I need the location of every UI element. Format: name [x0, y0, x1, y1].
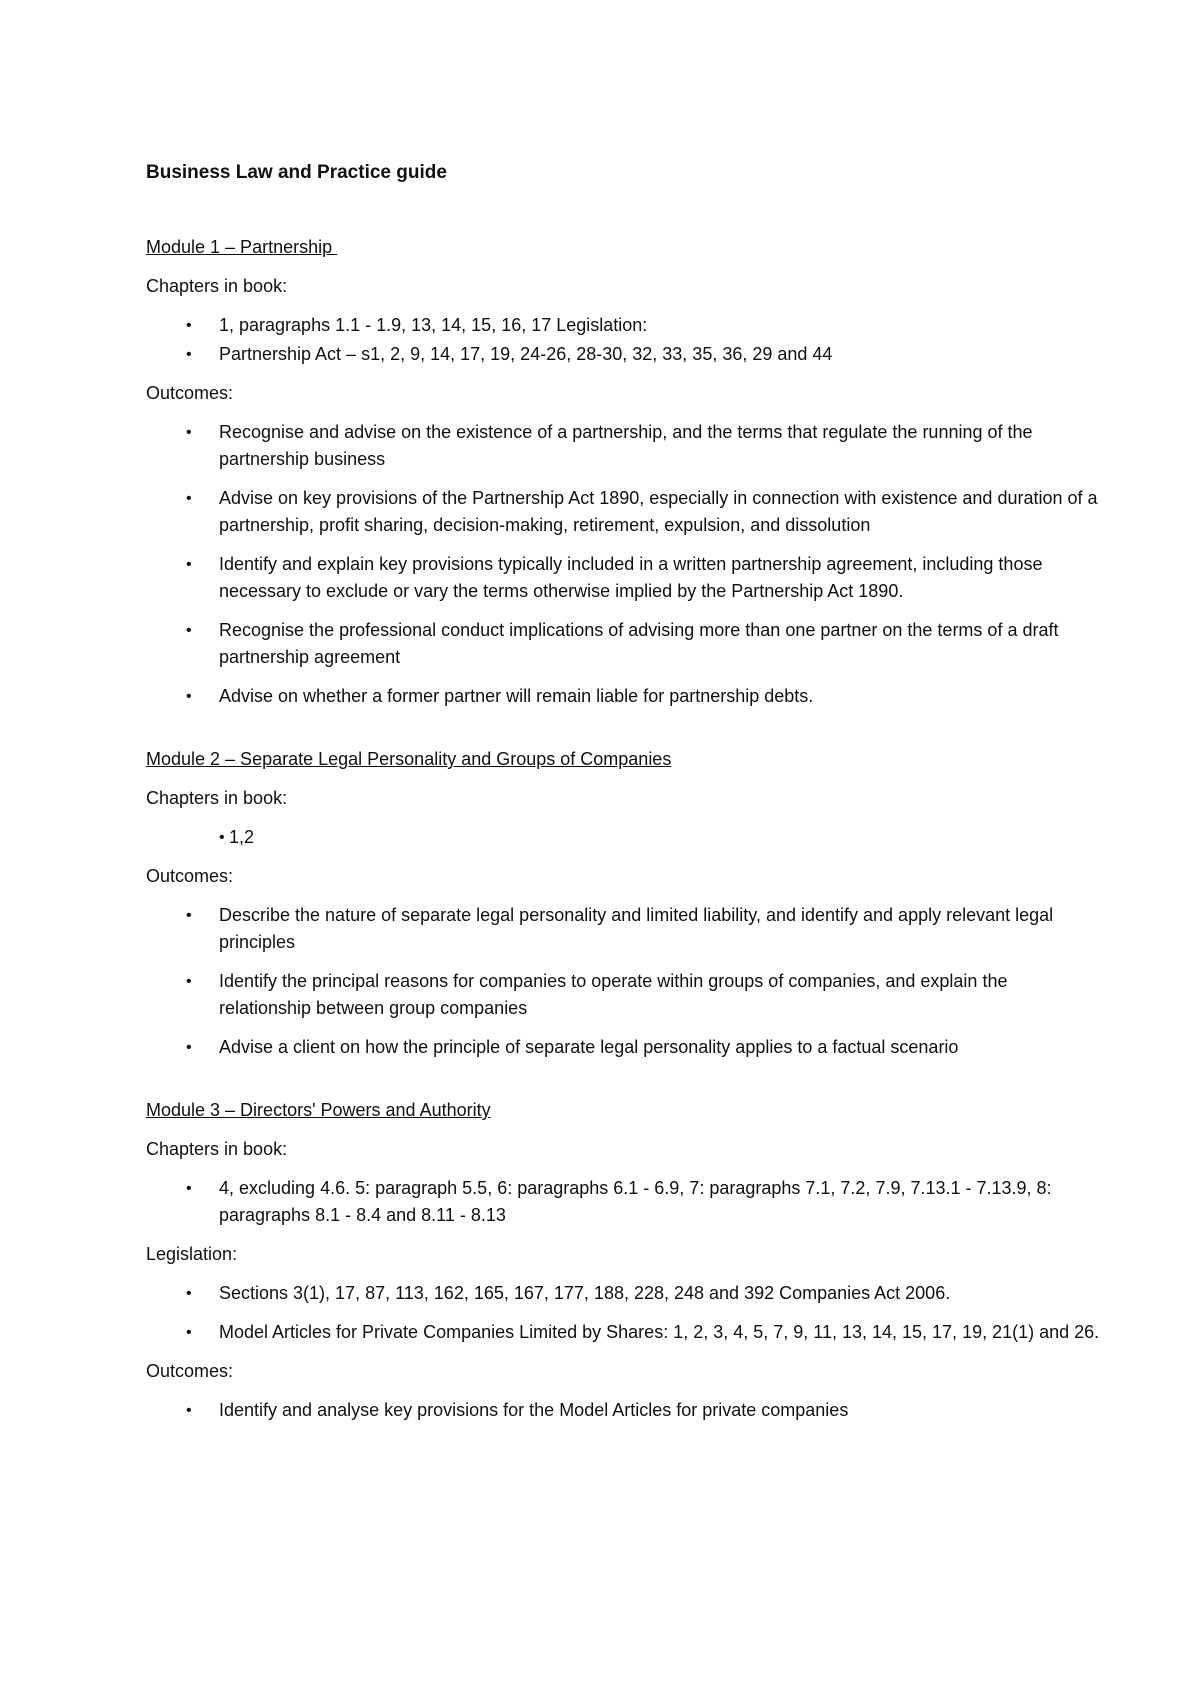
list-item	[146, 485, 1100, 539]
list-item-text: Advise on whether a former partner will remain liable for partnership debts.	[219, 686, 814, 706]
list-item-text: 1,2	[229, 827, 255, 847]
module-3-legislation-label: Legislation:	[146, 1244, 238, 1264]
module-2-chapters-label: Chapters in book:	[146, 788, 288, 808]
module-3-outcomes-label: Outcomes:	[146, 1361, 234, 1381]
list-item	[146, 1034, 1100, 1061]
module-2-section	[146, 746, 1100, 1061]
bullet-icon: •	[186, 1180, 192, 1197]
module-1-outcomes-list	[146, 419, 1100, 710]
list-item	[146, 551, 1100, 605]
list-item-text: Recognise and advise on the existence of a partnership, and the terms that regulate the running of the partnership business	[219, 422, 1033, 469]
list-item	[146, 617, 1100, 671]
module-3-outcomes-list	[146, 1397, 1100, 1424]
bullet-icon: •	[186, 1285, 192, 1302]
module-1-outcomes-label: Outcomes:	[146, 383, 234, 403]
section-spacer	[146, 1073, 1100, 1097]
module-2-outcomes-label: Outcomes:	[146, 866, 234, 886]
list-item-text: Identify the principal reasons for companies to operate within groups of companies, and explain the relationship between group companies	[219, 971, 1008, 1018]
list-item	[146, 312, 1100, 339]
list-item-text: 1, paragraphs 1.1 - 1.9, 13, 14, 15, 16, 17 Legislation:	[219, 315, 648, 335]
list-item-text: Model Articles for Private Companies Limited by Shares: 1, 2, 3, 4, 5, 7, 9, 11, 13, 14, 15, 17, 19, 21(1) and 26.	[219, 1322, 1100, 1342]
bullet-icon: •	[186, 346, 192, 363]
list-item-text: Identify and explain key provisions typically included in a written partnership agreement, including those necessary to exclude or vary the terms otherwise implied by the Partnership Act 1890.	[219, 554, 1043, 601]
document-title: Business Law and Practice guide	[146, 162, 447, 183]
bullet-icon: •	[186, 317, 192, 334]
list-item	[146, 341, 1100, 368]
module-3-section	[146, 1097, 1100, 1424]
list-item	[146, 419, 1100, 473]
section-spacer	[146, 722, 1100, 746]
list-item-text: Advise on key provisions of the Partnership Act 1890, especially in connection with existence and duration of a partnership, profit sharing, decision-making, retirement, expulsion, and dissolution	[219, 488, 1098, 535]
module-2-chapters-list	[146, 824, 1100, 851]
module-2-heading: Module 2 – Separate Legal Personality and Groups of Companies	[146, 749, 672, 769]
list-item	[146, 824, 1100, 851]
bullet-icon: •	[186, 1402, 192, 1419]
bullet-icon: •	[186, 973, 192, 990]
module-3-chapters-list	[146, 1175, 1100, 1229]
list-item-text: Recognise the professional conduct implications of advising more than one partner on the terms of a draft partnership agreement	[219, 620, 1059, 667]
list-item-text: Sections 3(1), 17, 87, 113, 162, 165, 167, 177, 188, 228, 248 and 392 Companies Act 2006.	[219, 1283, 951, 1303]
list-item	[146, 1175, 1100, 1229]
module-1-chapters-list	[146, 312, 1100, 368]
list-item-text: Describe the nature of separate legal personality and limited liability, and identify and apply relevant legal principles	[219, 905, 1054, 952]
bullet-icon: •	[186, 688, 192, 705]
module-3-legislation-list	[146, 1280, 1100, 1346]
bullet-icon: •	[186, 556, 192, 573]
list-item-text: Identify and analyse key provisions for the Model Articles for private companies	[219, 1400, 849, 1420]
bullet-icon: •	[219, 829, 225, 846]
bullet-icon: •	[186, 907, 192, 924]
list-item	[146, 683, 1100, 710]
bullet-icon: •	[186, 424, 192, 441]
list-item-text: Advise a client on how the principle of separate legal personality applies to a factual scenario	[219, 1037, 959, 1057]
bullet-icon: •	[186, 622, 192, 639]
module-1-heading: Module 1 – Partnership	[146, 237, 338, 257]
bullet-icon: •	[186, 490, 192, 507]
list-item-text: Partnership Act – s1, 2, 9, 14, 17, 19, 24-26, 28-30, 32, 33, 35, 36, 29 and 44	[219, 344, 833, 364]
list-item-text: 4, excluding 4.6. 5: paragraph 5.5, 6: paragraphs 6.1 - 6.9, 7: paragraphs 7.1, 7.2, 7.9, 7.13.1 - 7.13.9, 8: paragraphs 8.1 - 8.4 and 8.11 - 8.13	[219, 1178, 1052, 1225]
module-1-section	[146, 234, 1100, 710]
module-3-heading: Module 3 – Directors' Powers and Authority	[146, 1100, 491, 1120]
list-item	[146, 1319, 1100, 1346]
module-1-chapters-label: Chapters in book:	[146, 276, 288, 296]
list-item	[146, 968, 1100, 1022]
module-3-chapters-label: Chapters in book:	[146, 1139, 288, 1159]
list-item	[146, 1397, 1100, 1424]
list-item	[146, 902, 1100, 956]
module-2-outcomes-list	[146, 902, 1100, 1061]
list-item	[146, 1280, 1100, 1307]
bullet-icon: •	[186, 1039, 192, 1056]
bullet-icon: •	[186, 1324, 192, 1341]
